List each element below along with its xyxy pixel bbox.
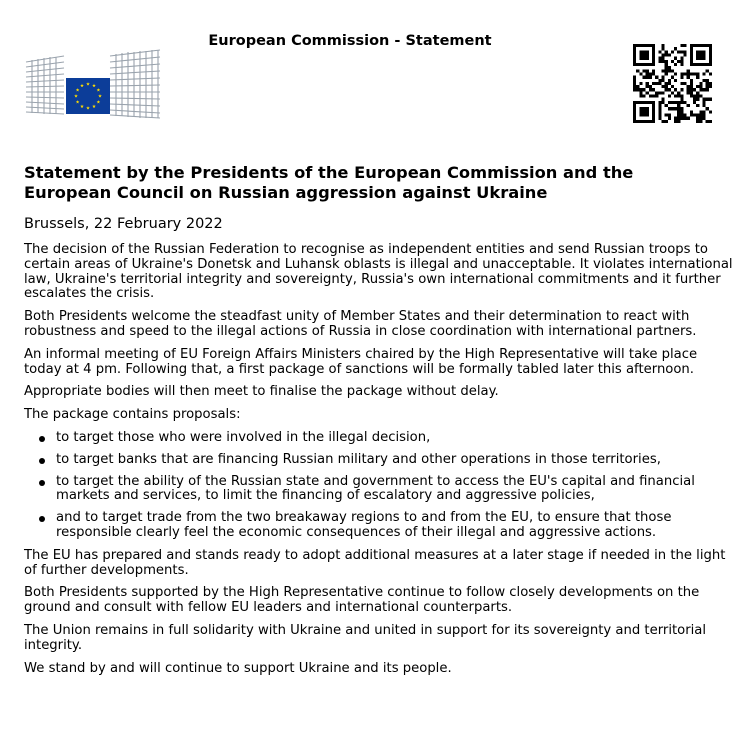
list-item	[24, 511, 734, 541]
paragraph-decision: The decision of the Russian Federation to recognise as independent entities and send Russian troops to certain areas of Ukraine's Donetsk and Luhansk oblasts is illegal and unacceptable. It violates international law, Ukraine's territorial integrity and sovereignty, Russia's own international commitments and it further escalates the crisis.	[24, 242, 733, 302]
paragraph-solidarity: The Union remains in full solidarity with Ukraine and united in support for its sovereignty and territorial integrity.	[24, 622, 707, 653]
paragraph-unity: Both Presidents welcome the steadfast unity of Member States and their determination to react with robustness and speed to the illegal actions of Russia in close coordination with international partners.	[24, 309, 697, 339]
proposal-text: to target the ability of the Russian state and government to access the EU's capital and financial markets and services, to limit the financing of escalatory and aggressive policies,	[56, 473, 695, 504]
bullet-icon	[39, 458, 45, 464]
bullet-icon	[39, 480, 45, 486]
dateline: Brussels, 22 February 2022	[24, 216, 223, 232]
paragraph-consultation: Both Presidents supported by the High Representative continue to follow closely developments on the ground and consult with fellow EU leaders and international counterparts.	[24, 585, 700, 616]
paragraph-additional-measures: The EU has prepared and stands ready to adopt additional measures at a later stage if needed in the light of further developments.	[24, 547, 726, 578]
bullet-icon	[39, 436, 45, 442]
list-item	[24, 453, 734, 468]
paragraph-appropriate-bodies: Appropriate bodies will then meet to finalise the package without delay.	[24, 384, 499, 400]
page-header-title: European Commission - Statement	[208, 33, 492, 49]
statement-body	[24, 243, 734, 684]
proposal-text: to target those who were involved in the illegal decision,	[56, 429, 431, 445]
qr-code-icon	[633, 44, 712, 123]
list-item	[24, 431, 734, 446]
list-item	[24, 475, 734, 505]
european-commission-logo	[24, 48, 164, 120]
paragraph-support: We stand by and will continue to support Ukraine and its people.	[24, 660, 452, 676]
proposal-text: to target banks that are financing Russian military and other operations in those territories,	[56, 451, 661, 467]
paragraph-package-intro: The package contains proposals:	[24, 407, 241, 423]
paragraph-informal-meeting: An informal meeting of EU Foreign Affairs Ministers chaired by the High Representative will take place today at 4 pm. Following that, a first package of sanctions will be formally tabled later this afternoon.	[24, 346, 698, 377]
proposal-text: and to target trade from the two breakaway regions to and from the EU, to ensure that those responsible clearly feel the economic consequences of their illegal and aggressive actions.	[56, 510, 672, 540]
proposals-list	[24, 431, 734, 541]
statement-title: Statement by the Presidents of the European Commission and the European Council on Russian aggression against Ukraine	[24, 163, 634, 202]
bullet-icon	[39, 516, 45, 522]
